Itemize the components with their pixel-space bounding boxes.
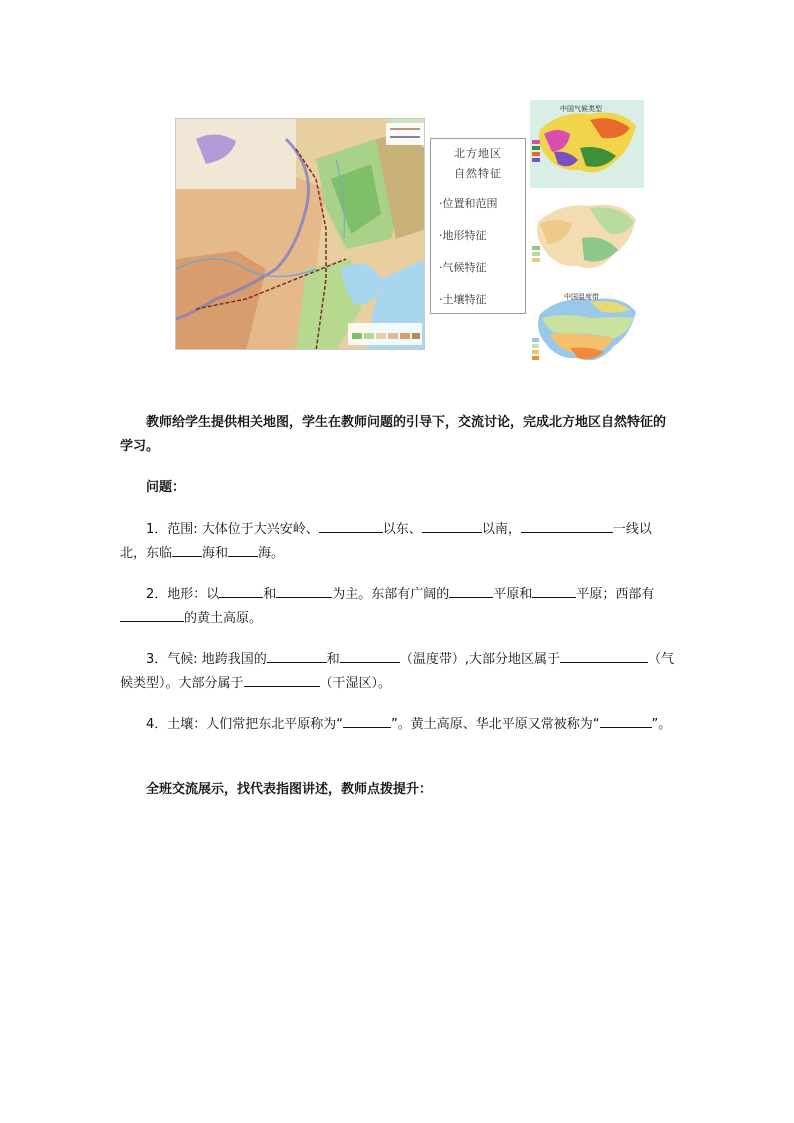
q4-blank-1[interactable] xyxy=(343,713,391,728)
question-2 xyxy=(120,583,676,631)
feature-item-location: ·位置和范围 xyxy=(439,197,498,210)
climate-type-map xyxy=(530,100,644,188)
q2-text-1: 2．地形：以 xyxy=(146,587,220,602)
q1-text-1: 1．范围: 大体位于大兴安岭、 xyxy=(146,522,319,537)
temperature-map-title: 中国温度带 xyxy=(564,293,599,301)
feature-item-terrain: ·地形特征 xyxy=(439,229,487,242)
q1-blank-1[interactable] xyxy=(319,518,383,533)
map-figure xyxy=(172,98,648,370)
questions-label: 问题： xyxy=(146,480,186,495)
q1-text-5: 海和 xyxy=(202,546,229,561)
q1-text-2: 以东、 xyxy=(382,522,422,537)
q1-blank-5[interactable] xyxy=(228,542,258,557)
q3-blank-4[interactable] xyxy=(244,672,320,687)
question-3 xyxy=(120,648,676,696)
q1-blank-3[interactable] xyxy=(521,518,613,533)
q1-text-6: 海。 xyxy=(258,546,285,561)
feature-item-climate: ·气候特征 xyxy=(439,261,487,274)
q3-text-4: （气候类型）。大部分属于 xyxy=(120,652,674,691)
q2-text-6: 的黄土高原。 xyxy=(184,611,263,626)
feature-box-title-2: 自然特征 xyxy=(454,167,502,180)
q3-text-5: （干湿区）。 xyxy=(319,676,392,691)
q3-blank-3[interactable] xyxy=(560,648,648,663)
q4-text-3: ”。 xyxy=(651,717,672,732)
climate-map-title: 中国气候类型 xyxy=(560,105,602,113)
q1-blank-2[interactable] xyxy=(422,518,482,533)
question-1 xyxy=(120,518,676,566)
q2-blank-3[interactable] xyxy=(449,583,493,598)
q3-text-1: 3．气候: 地跨我国的 xyxy=(146,652,267,667)
q2-blank-4[interactable] xyxy=(532,583,576,598)
q3-text-2: 和 xyxy=(326,652,340,667)
dry-wet-region-map xyxy=(530,194,644,278)
q1-text-3: 以南， xyxy=(481,522,521,537)
temperature-zone-map xyxy=(530,288,644,370)
feature-box-title-1: 北方地区 xyxy=(454,147,502,160)
question-4 xyxy=(120,713,676,737)
closing-paragraph: 全班交流展示，找代表指图讲述，教师点拨提升： xyxy=(146,782,433,797)
q2-text-3: 为主。东部有广阔的 xyxy=(332,587,450,602)
q2-text-4: 平原和 xyxy=(493,587,533,602)
q4-text-1: 4．土壤：人们常把东北平原称为“ xyxy=(146,717,344,732)
q2-blank-2[interactable] xyxy=(276,583,332,598)
q3-blank-1[interactable] xyxy=(267,648,327,663)
q3-text-3: （温度带）,大部分地区属于 xyxy=(399,652,560,667)
q3-blank-2[interactable] xyxy=(340,648,400,663)
q2-blank-1[interactable] xyxy=(219,583,263,598)
q4-text-2: ”。黄土高原、华北平原又常被称为“ xyxy=(391,717,600,732)
q2-text-5: 平原；西部有 xyxy=(576,587,655,602)
intro-paragraph: 教师给学生提供相关地图，学生在教师问题的引导下，交流讨论，完成北方地区自然特征的学习。 xyxy=(120,415,667,454)
q2-blank-5[interactable] xyxy=(120,607,184,622)
natural-features-box xyxy=(430,138,526,314)
q4-blank-2[interactable] xyxy=(600,713,652,728)
q2-text-2: 和 xyxy=(263,587,277,602)
q1-text-4: 一线以北，东临 xyxy=(120,522,652,561)
q1-blank-4[interactable] xyxy=(172,542,202,557)
north-china-physical-map xyxy=(175,118,425,350)
feature-item-soil: ·土壤特征 xyxy=(439,293,487,306)
